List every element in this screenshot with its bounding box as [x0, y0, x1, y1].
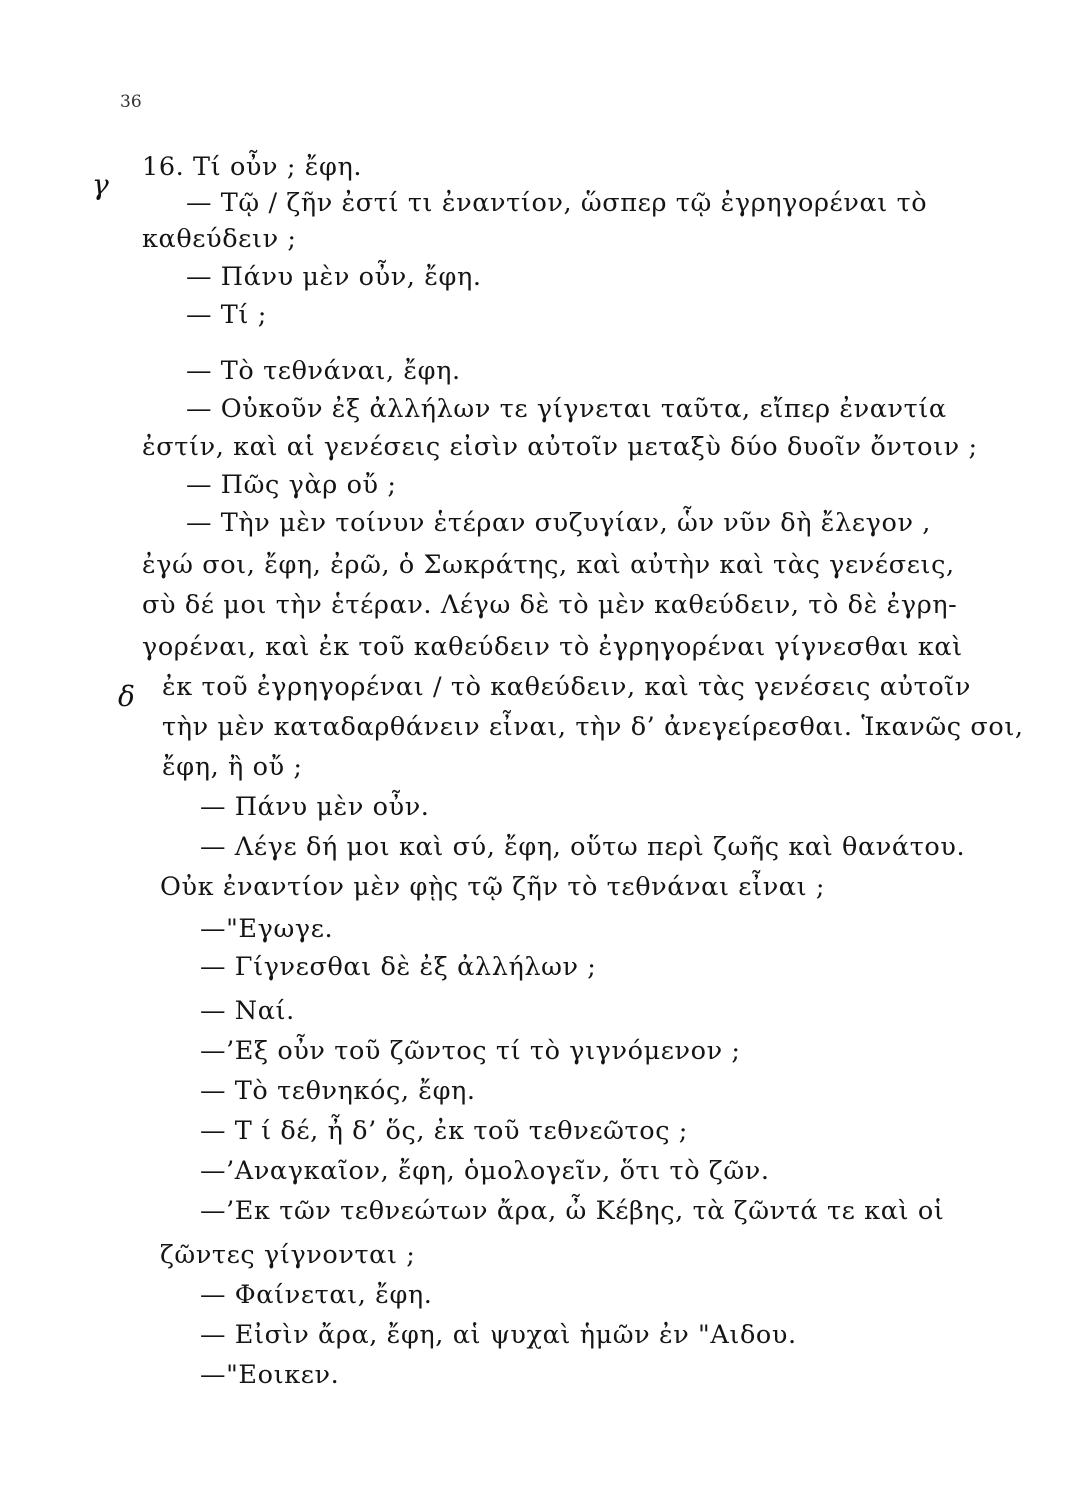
text-line-30: — Εἰσὶν ἄρα, ἔφη, αἱ ψυχαὶ ἡμῶν ἐν "Αιδου. [200, 1320, 797, 1350]
text-line-10: — Τὴν μὲν τοίνυν ἑτέραν συζυγίαν, ὧν νῦν δὴ ἔλεγον , [186, 508, 931, 538]
text-line-31: —"Εοικεν. [200, 1360, 340, 1390]
text-line-8: ἐστίν, καὶ αἱ γενέσεις εἰσὶν αὐτοῖν μεταξὺ δύο δυοῖν ὄντοιν ; [142, 432, 978, 462]
text-line-29: — Φαίνεται, ἔφη. [200, 1280, 433, 1310]
text-line-23: —’Εξ οὖν τοῦ ζῶντος τί τὸ γιγνόμενον ; [200, 1036, 741, 1066]
text-line-15: τὴν μὲν καταδαρθάνειν εἶναι, τὴν δ’ ἀνεγείρεσθαι. Ἱκανῶς σοι, [162, 712, 1024, 742]
text-line-18: — Λέγε δή μοι καὶ σύ, ἔφη, οὕτω περὶ ζωῆς καὶ θανάτου. [200, 832, 966, 862]
text-line-28: ζῶντες γίγνονται ; [160, 1240, 416, 1270]
margin-note-delta: δ [118, 680, 135, 713]
text-line-24: — Τὸ τεθνηκός, ἔφη. [200, 1076, 476, 1106]
text-line-12: σὺ δέ μοι τὴν ἑτέραν. Λέγω δὲ τὸ μὲν καθεύδειν, τὸ δὲ ἐγρη- [142, 590, 958, 620]
text-line-11: ἐγώ σοι, ἔφη, ἐρῶ, ὁ Σωκράτης, καὶ αὐτὴν καὶ τὰς γενέσεις, [142, 550, 955, 580]
text-line-5: — Τί ; [186, 300, 267, 330]
text-line-19: Οὐκ ἐναντίον μὲν φῂς τῷ ζῆν τὸ τεθνάναι εἶναι ; [160, 872, 826, 902]
margin-note-gamma: γ [92, 168, 109, 201]
text-line-26: —’Αναγκαῖον, ἔφη, ὁμολογεῖν, ὅτι τὸ ζῶν. [200, 1156, 770, 1186]
text-line-3: καθεύδειν ; [142, 224, 297, 254]
text-line-2: — Τῷ / ζῆν ἐστί τι ἐναντίον, ὥσπερ τῷ ἐγρηγορέναι τὸ [186, 188, 928, 218]
text-line-27: —’Εκ τῶν τεθνεώτων ἄρα, ὦ Κέβης, τὰ ζῶντά τε καὶ οἱ [200, 1196, 945, 1226]
text-line-1: 16. Τί οὖν ; ἔφη. [142, 152, 363, 182]
text-line-21: — Γίγνεσθαι δὲ ἐξ ἀλλήλων ; [200, 952, 597, 982]
text-line-16: ἔφη, ἢ οὔ ; [162, 752, 303, 782]
text-line-20: —"Εγωγε. [200, 914, 334, 944]
page-number: 36 [120, 92, 142, 112]
text-line-4: — Πάνυ μὲν οὖν, ἔφη. [186, 262, 482, 292]
text-line-14: ἐκ τοῦ ἐγρηγορέναι / τὸ καθεύδειν, καὶ τὰς γενέσεις αὐτοῖν [162, 672, 971, 702]
text-line-13: γορέναι, καὶ ἐκ τοῦ καθεύδειν τὸ ἐγρηγορέναι γίγνεσθαι καὶ [142, 632, 963, 662]
text-line-17: — Πάνυ μὲν οὖν. [200, 792, 430, 822]
text-line-9: — Πῶς γὰρ οὔ ; [186, 470, 397, 500]
text-line-25: — Τ ί δέ, ἦ δ’ ὅς, ἐκ τοῦ τεθνεῶτος ; [200, 1116, 688, 1146]
text-line-7: — Οὐκοῦν ἐξ ἀλλήλων τε γίγνεται ταῦτα, εἴπερ ἐναντία [186, 394, 947, 424]
text-line-22: — Ναί. [200, 996, 295, 1026]
text-line-6: — Τὸ τεθνάναι, ἔφη. [186, 356, 461, 386]
